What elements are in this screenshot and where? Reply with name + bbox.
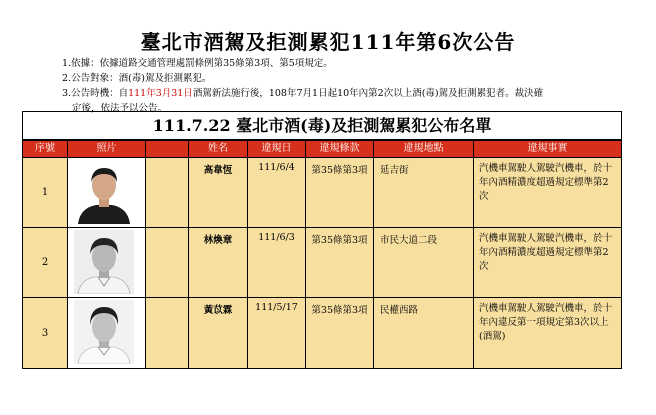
person-photo	[74, 160, 134, 224]
header-gap	[146, 141, 189, 157]
violation-place: 民權西路	[374, 298, 474, 368]
note-target: 2.公告對象：酒(毒)駕及拒測累犯。	[62, 73, 212, 84]
row-no: 3	[23, 298, 68, 368]
offender-name: 高韋恆	[189, 158, 248, 227]
offender-table	[22, 111, 622, 369]
violation-law: 第35條第3項	[306, 228, 374, 297]
header-date: 違規日	[248, 141, 306, 157]
note-timing-cont: 定後，依法予以公告。	[72, 103, 168, 114]
header-photo: 照片	[68, 141, 146, 157]
note-timing	[62, 86, 543, 101]
offender-name: 林煥章	[189, 228, 248, 297]
gap-cell	[146, 228, 189, 297]
photo-cell	[68, 228, 146, 297]
photo-cell	[68, 158, 146, 227]
photo-cell	[68, 298, 146, 368]
violation-place: 市民大道二段	[374, 228, 474, 297]
header-place: 違規地點	[374, 141, 474, 157]
header-desc: 違規事實	[527, 143, 568, 154]
note-basis: 1.依據：依據道路交通管理處罰條例第35條第3項、第5項規定。	[62, 58, 333, 69]
violation-date: 111/6/4	[248, 158, 306, 227]
violation-place: 延吉街	[374, 158, 474, 227]
table-header	[23, 141, 621, 158]
violation-desc: 汽機車駕駛人駕駛汽機車，於十年內違反第一項規定第3次以上(酒駕)	[474, 298, 621, 368]
person-photo	[74, 300, 134, 364]
table-banner: 111.7.22 臺北市酒(毒)及拒測駕累犯公布名單	[23, 112, 621, 141]
table-row	[23, 158, 621, 228]
notice-notes	[62, 56, 543, 116]
note-timing-date: 111年3月31日	[128, 88, 193, 99]
header-name: 姓名	[189, 141, 248, 157]
table-row	[23, 228, 621, 298]
page-title: 臺北市酒駕及拒測累犯111年第6次公告	[140, 30, 516, 54]
violation-desc: 汽機車駕駛人駕駛汽機車，於十年內酒精濃度超過規定標準第2次	[474, 228, 621, 297]
table-row	[23, 298, 621, 368]
violation-desc: 汽機車駕駛人駕駛汽機車，於十年內酒精濃度超過規定標準第2次	[474, 158, 621, 227]
offender-name: 黃苡霖	[189, 298, 248, 368]
header-no: 序號	[23, 141, 68, 157]
violation-date: 111/6/3	[248, 228, 306, 297]
violation-date: 111/5/17	[248, 298, 306, 368]
gap-cell	[146, 158, 189, 227]
violation-law: 第35條第3項	[306, 158, 374, 227]
gap-cell	[146, 298, 189, 368]
note-timing-prefix: 3.公告時機：自	[62, 88, 129, 99]
row-no: 1	[23, 158, 68, 227]
row-no: 2	[23, 228, 68, 297]
person-photo	[74, 230, 134, 294]
note-timing-suffix: 酒駕新法施行後，108年7月1日起10年內第2次以上酒(毒)駕及拒測累犯者。裁決確	[192, 88, 544, 99]
header-law: 違規條款	[306, 141, 374, 157]
violation-law: 第35條第3項	[306, 298, 374, 368]
